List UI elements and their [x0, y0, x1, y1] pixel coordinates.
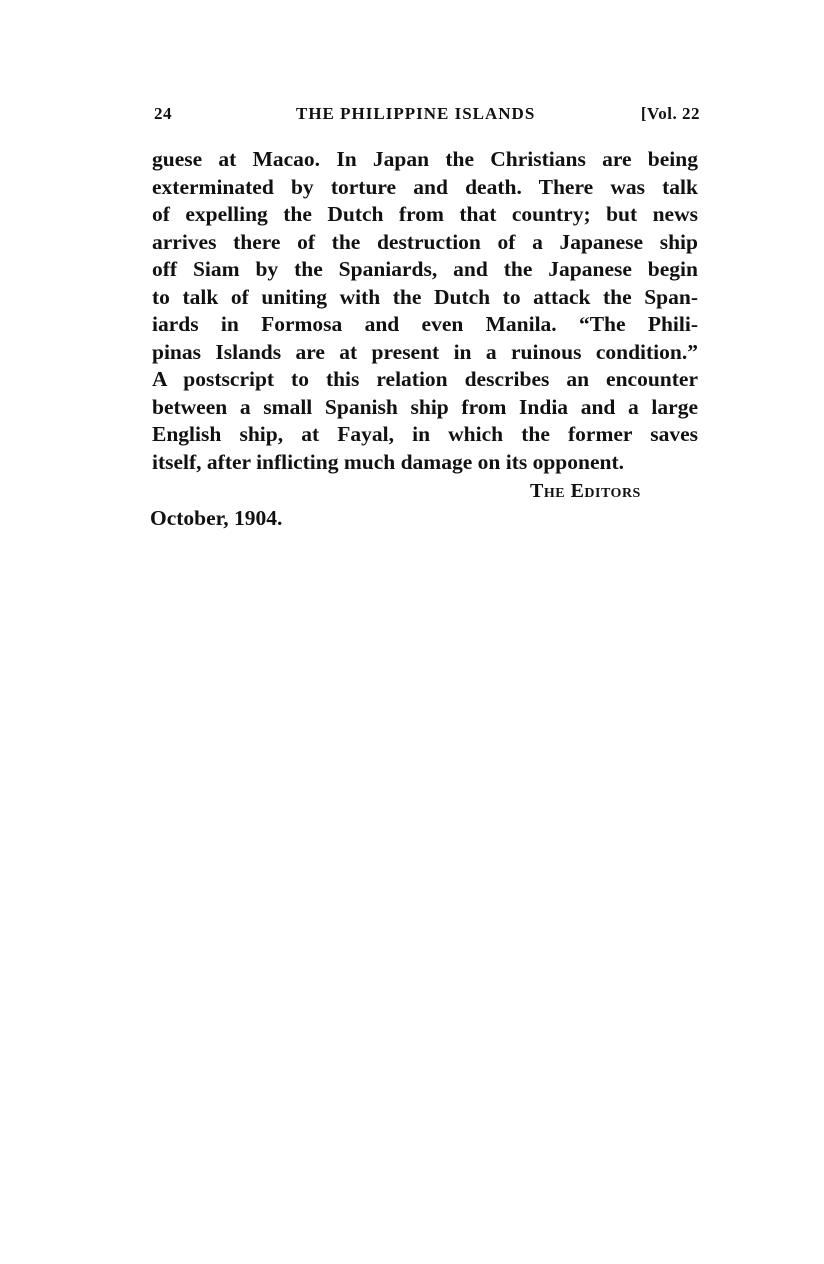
volume-label: [Vol. 22: [640, 104, 700, 123]
text-line: A postscript to this relation describes an encounter: [152, 367, 698, 391]
page-number: 24: [154, 104, 172, 123]
editors-signature: The Editors: [530, 480, 641, 502]
text-line: iards in Formosa and even Manila. “The Phili-: [152, 312, 698, 336]
dateline: October, 1904.: [150, 506, 283, 530]
text-line: between a small Spanish ship from India and a large: [152, 394, 698, 419]
text-line: itself, after inflicting much damage on its opponent.: [152, 449, 625, 474]
running-header: [154, 104, 700, 128]
text-line: to talk of uniting with the Dutch to attack the Span-: [152, 284, 698, 309]
text-line: English ship, at Fayal, in which the former saves: [152, 422, 698, 446]
body-paragraph: [152, 146, 698, 476]
text-line: off Siam by the Spaniards, and the Japanese begin: [152, 257, 698, 281]
text-line: exterminated by torture and death. There was talk: [152, 174, 698, 199]
text-line: arrives there of the destruction of a Japanese ship: [152, 229, 698, 254]
book-title: THE PHILIPPINE ISLANDS: [296, 104, 536, 123]
text-line: guese at Macao. In Japan the Christians are being: [152, 147, 698, 171]
text-line: pinas Islands are at present in a ruinous condition.”: [152, 339, 698, 364]
text-line: of expelling the Dutch from that country; but news: [152, 202, 698, 226]
